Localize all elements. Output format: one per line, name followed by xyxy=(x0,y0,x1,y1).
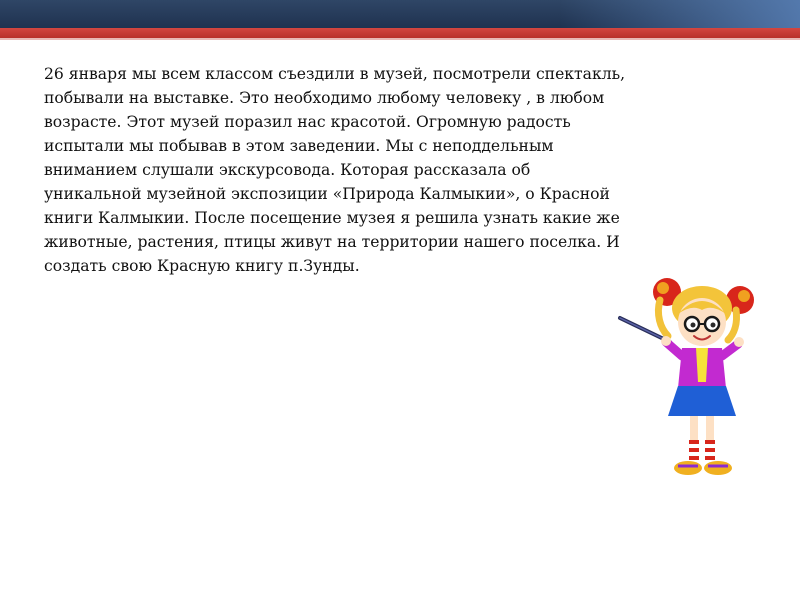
text-line: испытали мы побывав в этом заведении. Мы с неподдельным xyxy=(44,137,554,155)
text-line: побывали на выставке. Это необходимо любому человеку , в любом xyxy=(44,89,605,107)
text-line: вниманием слушали экскурсовода. Которая рассказала об xyxy=(44,161,531,179)
girl-with-pointer-icon xyxy=(612,270,792,510)
slide-body-text xyxy=(44,62,744,278)
text-line: уникальной музейной экспозиции «Природа Калмыкии», о Красной xyxy=(44,185,610,203)
text-line: 26 января мы всем классом съездили в музей, посмотрели спектакль, xyxy=(44,65,626,83)
text-line: животные, растения, птицы живут на территории нашего поселка. И xyxy=(44,233,620,251)
text-line: возрасте. Этот музей поразил нас красотой. Огромную радость xyxy=(44,113,571,131)
slide-header-stripe xyxy=(0,28,800,38)
slide-header-thin-line xyxy=(0,38,800,40)
text-line: книги Калмыкии. После посещение музея я решила узнать какие же xyxy=(44,209,620,227)
header-shine xyxy=(560,0,800,28)
text-line: создать свою Красную книгу п.Зунды. xyxy=(44,257,360,275)
slide-header-band xyxy=(0,0,800,28)
